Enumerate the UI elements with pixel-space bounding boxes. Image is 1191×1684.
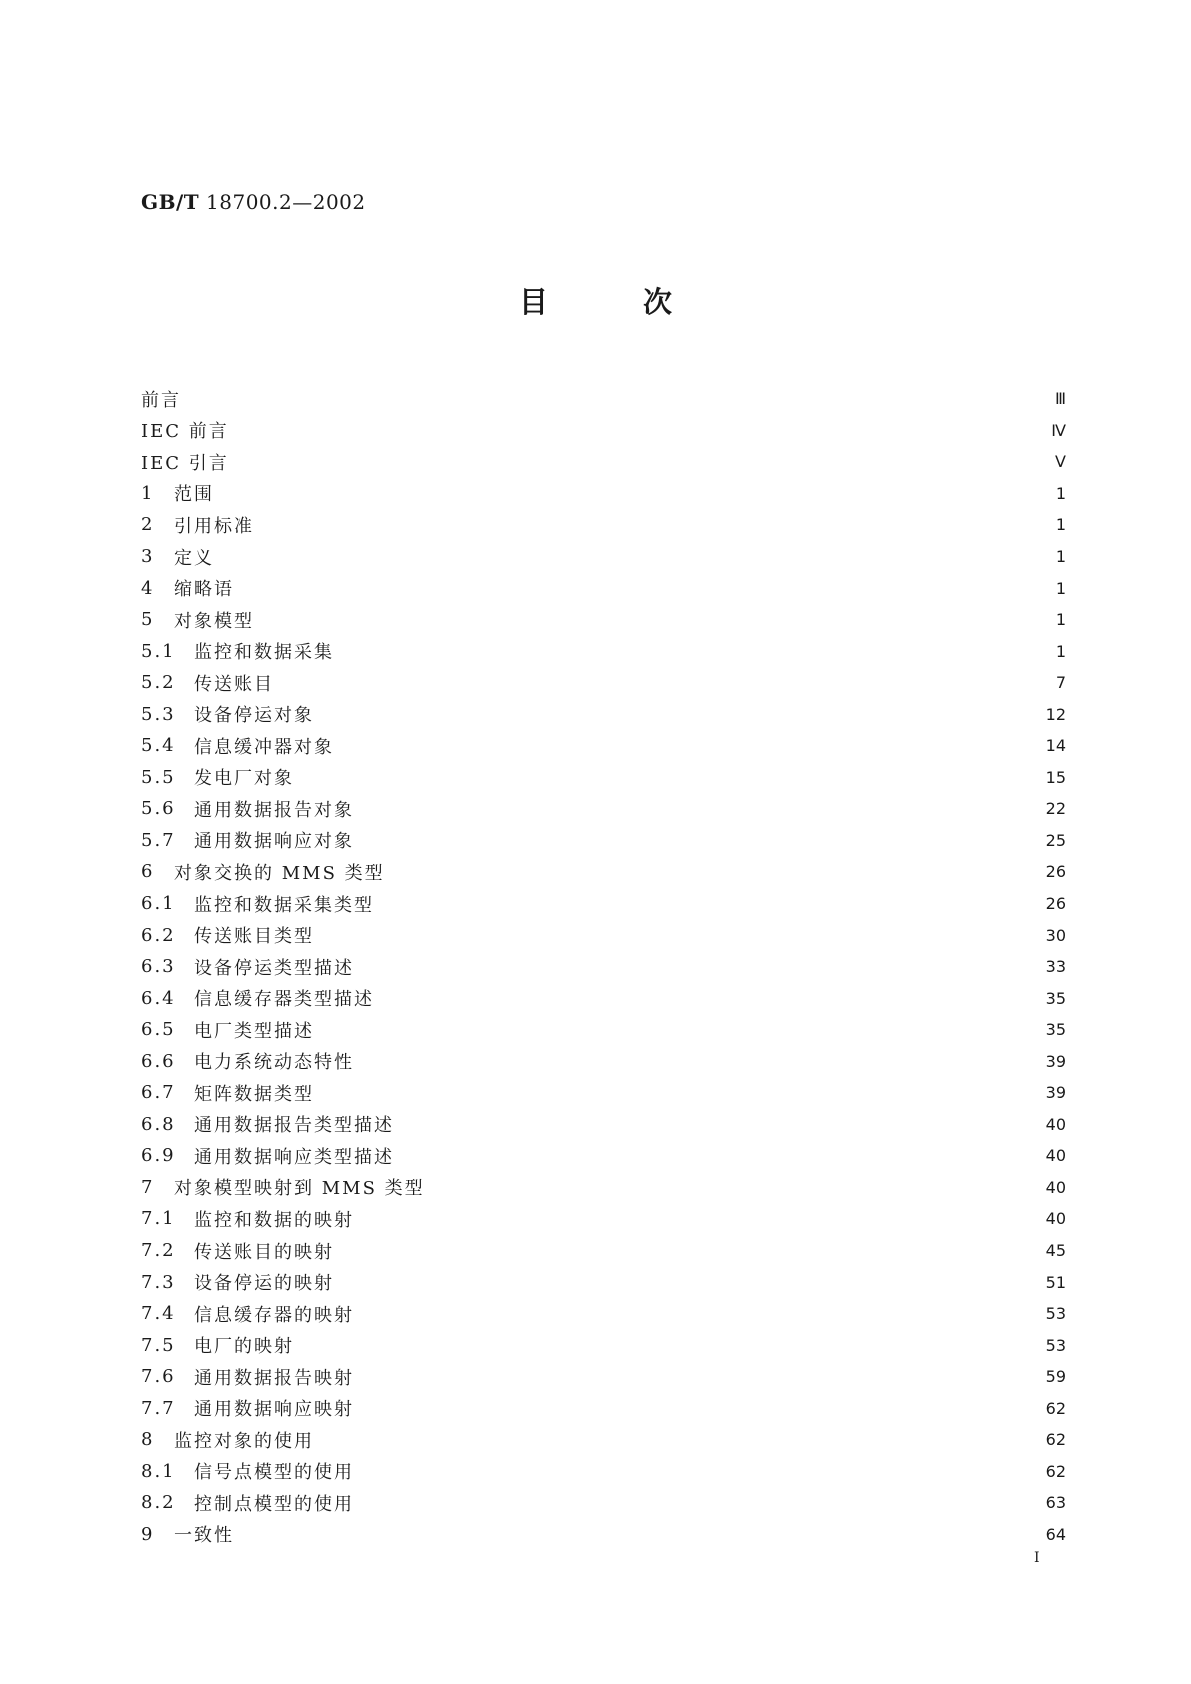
toc-entry-title: 传送账目 (194, 673, 274, 695)
toc-entry-number: 6.6 (141, 1050, 176, 1072)
toc-dot-leader (338, 739, 1042, 753)
toc-dot-leader (358, 1054, 1042, 1068)
toc-entry-number: 6.1 (141, 893, 176, 915)
toc-entry-number: 6.3 (141, 956, 176, 978)
toc-dot-leader (298, 770, 1042, 784)
toc-entry-title: 对象交换的 MMS 类型 (174, 862, 385, 884)
toc-entry[interactable] (141, 951, 1066, 983)
toc-entry-page: 1 (1055, 547, 1066, 566)
toc-entry-title: 监控和数据的映射 (194, 1209, 354, 1231)
toc-entry-number: 9 (141, 1523, 155, 1545)
toc-entry[interactable] (141, 383, 1066, 415)
toc-entry[interactable] (141, 635, 1066, 667)
toc-entry-title: 信息缓存器类型描述 (194, 989, 374, 1011)
toc-dot-leader (298, 1338, 1042, 1352)
toc-dot-leader (358, 1401, 1042, 1415)
toc-entry-page: Ⅳ (1051, 420, 1066, 440)
toc-entry-number: 7.7 (141, 1397, 176, 1419)
toc-entry[interactable] (141, 1140, 1066, 1172)
toc-dot-leader (358, 1496, 1042, 1510)
toc-entry-number: 6.5 (141, 1019, 176, 1041)
toc-dot-leader (398, 1149, 1042, 1163)
toc-entry-title: 矩阵数据类型 (194, 1083, 314, 1105)
toc-entry-title: 设备停运的映射 (194, 1273, 334, 1295)
toc-dot-leader (378, 991, 1042, 1005)
toc-entry-page: 15 (1045, 767, 1066, 787)
toc-entry-number: 6.9 (141, 1145, 176, 1167)
toc-dot-leader (398, 1117, 1042, 1131)
toc-entry-page: 62 (1045, 1398, 1066, 1418)
toc-entry-title: 电力系统动态特性 (194, 1052, 354, 1074)
toc-dot-leader (318, 1086, 1042, 1100)
toc-entry-page: 51 (1045, 1272, 1066, 1292)
toc-entry-number: 7 (141, 1176, 155, 1198)
toc-entry-number: 6.8 (141, 1113, 176, 1135)
toc-entry-title: 监控和数据采集 (194, 642, 334, 664)
toc-dot-leader (258, 613, 1044, 627)
toc-entry-number: 5.2 (141, 672, 176, 694)
toc-entry-page: 62 (1045, 1430, 1066, 1450)
toc-entry-title: 通用数据响应对象 (194, 831, 354, 853)
toc-dot-leader (358, 1370, 1042, 1384)
toc-entry-page: 12 (1045, 704, 1066, 724)
toc-entry-page: 40 (1045, 1146, 1066, 1166)
toc-entry-page: Ⅴ (1055, 452, 1066, 472)
toc-entry[interactable] (141, 730, 1066, 762)
toc-entry-title: 前言 (141, 389, 181, 411)
toc-entry[interactable] (141, 604, 1066, 636)
standard-code-number: 18700.2—2002 (199, 190, 366, 214)
toc-entry-page: 1 (1055, 483, 1066, 503)
toc-dot-leader (318, 928, 1042, 942)
toc-entry-page: 30 (1045, 925, 1066, 945)
toc-entry-title: 传送账目的映射 (194, 1241, 334, 1263)
toc-entry-page: 39 (1045, 1051, 1066, 1071)
toc-dot-leader (185, 392, 1044, 406)
toc-entry-number: 7.5 (141, 1334, 176, 1356)
toc-entry-number: 5.6 (141, 798, 176, 820)
toc-entry[interactable] (141, 1424, 1066, 1456)
toc-entry-title: 通用数据报告对象 (194, 799, 354, 821)
toc-entry[interactable] (141, 919, 1066, 951)
toc-entry-page: 62 (1045, 1461, 1066, 1481)
toc-dot-leader (233, 423, 1044, 437)
toc-dot-leader (358, 1212, 1042, 1226)
toc-entry-number: 8.2 (141, 1492, 176, 1514)
toc-entry-title: 设备停运类型描述 (194, 957, 354, 979)
toc-entry[interactable] (141, 1266, 1066, 1298)
toc-entry-title: 信息缓冲器对象 (194, 736, 334, 758)
toc-entry-page: 25 (1045, 830, 1066, 850)
toc-entry-number: 7.2 (141, 1240, 176, 1262)
toc-dot-leader (218, 486, 1044, 500)
toc-entry-title: 通用数据报告类型描述 (194, 1115, 394, 1137)
toc-entry-title: 电厂的映射 (194, 1336, 294, 1358)
toc-entry-number: 8 (141, 1429, 155, 1451)
toc-dot-leader (389, 865, 1042, 879)
toc-entry-page: 39 (1045, 1083, 1066, 1103)
toc-heading: 目次 (518, 285, 767, 319)
toc-entry-title: 引用标准 (174, 515, 254, 537)
standard-code (141, 190, 366, 214)
toc-entry[interactable] (141, 825, 1066, 857)
toc-dot-leader (358, 1307, 1042, 1321)
toc-entry-title: 信息缓存器的映射 (194, 1304, 354, 1326)
toc-entry-title: IEC 引言 (141, 452, 229, 474)
toc-entry-title: 设备停运对象 (194, 705, 314, 727)
toc-entry-page: 64 (1045, 1524, 1066, 1544)
toc-entry[interactable] (141, 888, 1066, 920)
toc-entry-number: 7.3 (141, 1271, 176, 1293)
toc-entry-page: 14 (1045, 736, 1066, 756)
toc-entry-number: 6.7 (141, 1082, 176, 1104)
toc-entry-page: 45 (1045, 1241, 1066, 1261)
toc-entry-page: 59 (1045, 1367, 1066, 1387)
standard-code-prefix: GB/T (141, 190, 200, 214)
toc-entry[interactable] (141, 793, 1066, 825)
toc-entry-number: 6 (141, 861, 155, 883)
toc-entry[interactable] (141, 415, 1066, 447)
toc-entry[interactable] (141, 1235, 1066, 1267)
toc-entry-title: 对象模型 (174, 610, 254, 632)
toc-entry-number: 4 (141, 577, 155, 599)
toc-entry-page: 1 (1055, 610, 1066, 630)
toc-entry-number: 6.2 (141, 924, 176, 946)
toc-entry[interactable] (141, 1393, 1066, 1425)
toc-entry-title: 一致性 (174, 1525, 234, 1547)
toc-entry-title: 信号点模型的使用 (194, 1462, 354, 1484)
toc-dot-leader (318, 1433, 1042, 1447)
toc-entry[interactable] (141, 982, 1066, 1014)
toc-entry-number: 5.7 (141, 829, 176, 851)
toc-dot-leader (358, 802, 1042, 816)
toc-entry-page: 7 (1055, 673, 1066, 693)
toc-entry-number: 7.4 (141, 1303, 176, 1325)
toc-entry-page: 63 (1045, 1493, 1066, 1513)
toc-entry-page: 1 (1055, 515, 1066, 535)
toc-entry[interactable] (141, 541, 1066, 573)
toc-entry-number: 2 (141, 514, 155, 536)
toc-entry[interactable] (141, 1519, 1066, 1551)
toc-entry-number: 7.6 (141, 1366, 176, 1388)
toc-entry-title: 通用数据报告映射 (194, 1367, 354, 1389)
toc-entry-page: 26 (1045, 894, 1066, 914)
toc-entry[interactable] (141, 1077, 1066, 1109)
toc-entry[interactable] (141, 446, 1066, 478)
toc-entry-page: 35 (1045, 988, 1066, 1008)
toc-dot-leader (338, 1244, 1042, 1258)
toc-dot-leader (338, 1275, 1042, 1289)
toc-entry-page: 35 (1045, 1020, 1066, 1040)
toc-dot-leader (218, 550, 1044, 564)
toc-dot-leader (233, 455, 1044, 469)
toc-entry-number: 1 (141, 482, 155, 504)
toc-entry[interactable] (141, 1298, 1066, 1330)
page-number: I (1034, 1550, 1040, 1566)
toc-entry-page: 40 (1045, 1209, 1066, 1229)
toc-entry-number: 5.1 (141, 640, 176, 662)
toc-entry[interactable] (141, 1109, 1066, 1141)
toc-entry-page: 53 (1045, 1304, 1066, 1324)
toc-entry[interactable] (141, 856, 1066, 888)
toc-entry-page: 26 (1045, 862, 1066, 882)
toc-entry[interactable] (141, 1203, 1066, 1235)
toc-entry[interactable] (141, 1014, 1066, 1046)
toc-dot-leader (358, 1464, 1042, 1478)
toc-dot-leader (358, 833, 1042, 847)
toc-entry-title: 监控对象的使用 (174, 1430, 314, 1452)
toc-entry-number: 8.1 (141, 1460, 176, 1482)
toc-entry-title: IEC 前言 (141, 421, 229, 443)
toc-entry-title: 监控和数据采集类型 (194, 894, 374, 916)
toc-entry-number: 5.3 (141, 703, 176, 725)
toc-entry-page: 40 (1045, 1114, 1066, 1134)
toc-dot-leader (318, 707, 1042, 721)
toc-entry[interactable] (141, 667, 1066, 699)
toc-dot-leader (338, 644, 1044, 658)
toc-entry[interactable] (141, 698, 1066, 730)
toc-entry[interactable] (141, 1456, 1066, 1488)
toc-dot-leader (238, 1527, 1042, 1541)
toc-entry-title: 发电厂对象 (194, 768, 294, 790)
toc-entry-number: 3 (141, 546, 155, 567)
toc-entry-page: 40 (1045, 1177, 1066, 1197)
toc-dot-leader (358, 960, 1042, 974)
toc-entry[interactable] (141, 509, 1066, 541)
toc-entry[interactable] (141, 1172, 1066, 1204)
toc-entry-title: 电厂类型描述 (194, 1020, 314, 1042)
toc-entry-page: 1 (1055, 578, 1066, 598)
toc-entry[interactable] (141, 1487, 1066, 1519)
toc-dot-leader (278, 676, 1044, 690)
toc-entry-title: 控制点模型的使用 (194, 1493, 354, 1515)
toc-entry-title: 范围 (174, 484, 214, 506)
toc-entry[interactable] (141, 478, 1066, 510)
toc-entry-title: 通用数据响应映射 (194, 1399, 354, 1421)
toc-entry-page: 33 (1045, 957, 1066, 977)
toc-entry-title: 传送账目类型 (194, 926, 314, 948)
toc-entry-page: 22 (1045, 799, 1066, 819)
toc-dot-leader (378, 897, 1042, 911)
toc-entry-number: 5.4 (141, 735, 176, 757)
toc-entry-title: 定义 (174, 547, 214, 569)
toc-entry[interactable] (141, 1045, 1066, 1077)
toc-entry-title: 对象模型映射到 MMS 类型 (174, 1178, 425, 1200)
toc-entry-number: 7.1 (141, 1208, 176, 1230)
toc-dot-leader (258, 518, 1044, 532)
toc-entry-page: 1 (1055, 641, 1066, 661)
toc-entry-page: Ⅲ (1054, 389, 1066, 409)
toc-entry-page: 53 (1045, 1335, 1066, 1355)
toc-entry[interactable] (141, 1361, 1066, 1393)
toc-entry[interactable] (141, 1329, 1066, 1361)
toc-entry-number: 6.4 (141, 987, 176, 1009)
toc-entry-title: 通用数据响应类型描述 (194, 1146, 394, 1168)
toc-dot-leader (318, 1023, 1042, 1037)
toc-entry-title: 缩略语 (174, 579, 234, 601)
table-of-contents (141, 383, 1066, 1550)
toc-entry-number: 5 (141, 609, 155, 631)
toc-entry-number: 5.5 (141, 766, 176, 788)
toc-dot-leader (429, 1180, 1042, 1194)
toc-dot-leader (238, 581, 1044, 595)
toc-entry[interactable] (141, 572, 1066, 604)
toc-entry[interactable] (141, 762, 1066, 794)
